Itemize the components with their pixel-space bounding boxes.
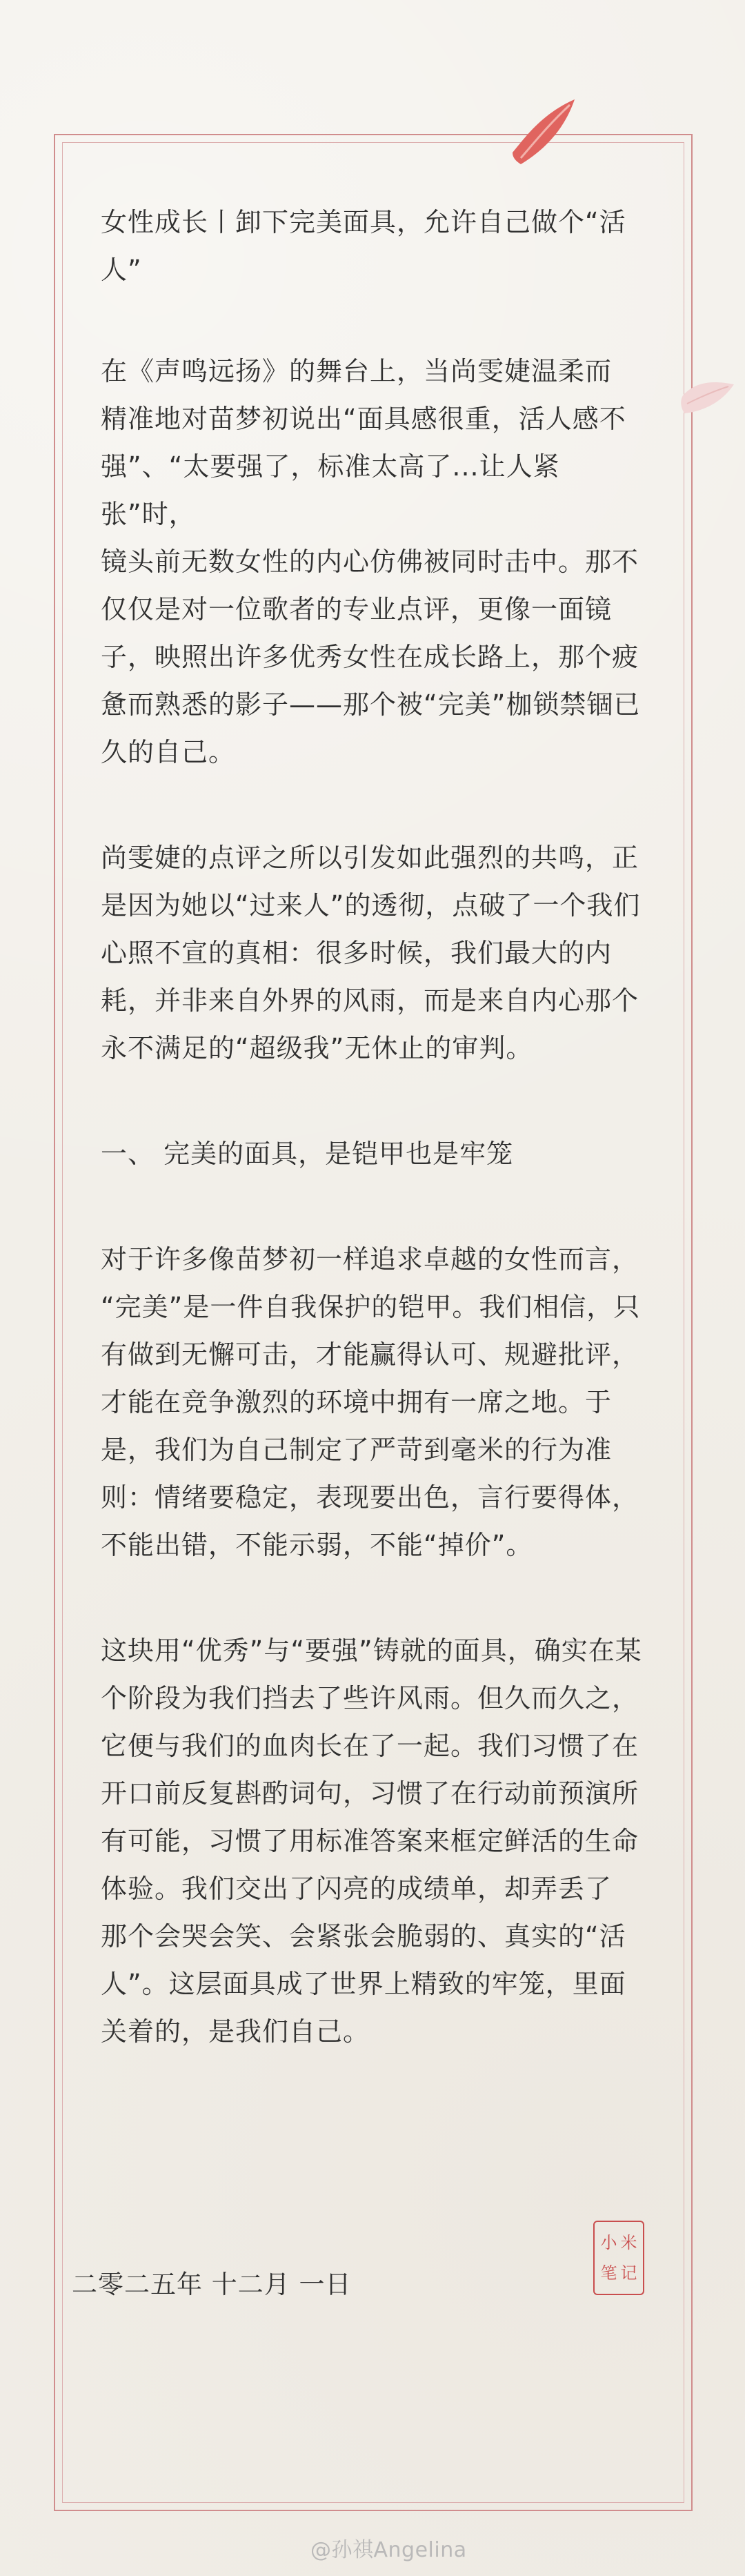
section-heading: 一、 完美的面具，是铠甲也是牢笼: [101, 1139, 514, 1169]
right-petal-icon: [677, 376, 739, 424]
seal-char: 记: [620, 2263, 637, 2283]
seal-stamp: [593, 2221, 644, 2295]
paragraph-1: 在《声鸣远扬》的舞台上，当尚雯婕温柔而 精准地对苗梦初说出“面具感很重，活人感不 强”、“太要强了，标准太高了...让人紧张”时， 镜头前无数女性的内心仿佛被同时击中。那不 仅仅是对一位歌者的专业点评，更像一面镜 子，映照出许多优秀女性在成长路上，那个疲 惫而熟悉的影子——那个被“完美”枷锁禁锢已 久的自己。: [101, 356, 641, 767]
paragraph-2: 尚雯婕的点评之所以引发如此强烈的共鸣，正 是因为她以“过来人”的透彻，点破了一个我们 心照不宣的真相：很多时候，我们最大的内 耗，并非来自外界的风雨，而是来自内心那个 永不满足的“超级我”无休止的审判。: [101, 843, 641, 1063]
top-petal-icon: [500, 94, 583, 177]
article-date: 二零二五年 十二月 一日: [72, 2270, 352, 2299]
paragraph-3: 对于许多像苗梦初一样追求卓越的女性而言， “完美”是一件自我保护的铠甲。我们相信，只 有做到无懈可击，才能赢得认可、规避批评， 才能在竞争激烈的环境中拥有一席之地。于 是，我们为自己制定了严苛到毫米的行为准 则：情绪要稳定，表现要出色，言行要得体， 不能出错，不能示弱，不能“掉价”。: [101, 1244, 641, 1560]
paragraph-4: 这块用“优秀”与“要强”铸就的面具，确实在某 个阶段为我们挡去了些许风雨。但久而久之， 它便与我们的血肉长在了一起。我们习惯了在 开口前反复斟酌词句，习惯了在行动前预演所 有可能，习惯了用标准答案来框定鲜活的生命 体验。我们交出了闪亮的成绩单，却弄丢了 那个会哭会笑、会紧张会脆弱的、真实的“活 人”。这层面具成了世界上精致的牢笼，里面 关着的，是我们自己。: [101, 1635, 642, 2047]
seal-char: 笔: [600, 2263, 617, 2283]
seal-char: 小: [600, 2233, 617, 2252]
weibo-watermark: @孙祺Angelina: [310, 2538, 467, 2562]
article-content: [101, 199, 653, 2056]
seal-char: 米: [620, 2233, 637, 2252]
article-title: 女性成长丨卸下完美面具，允许自己做个“活 人”: [101, 207, 626, 285]
